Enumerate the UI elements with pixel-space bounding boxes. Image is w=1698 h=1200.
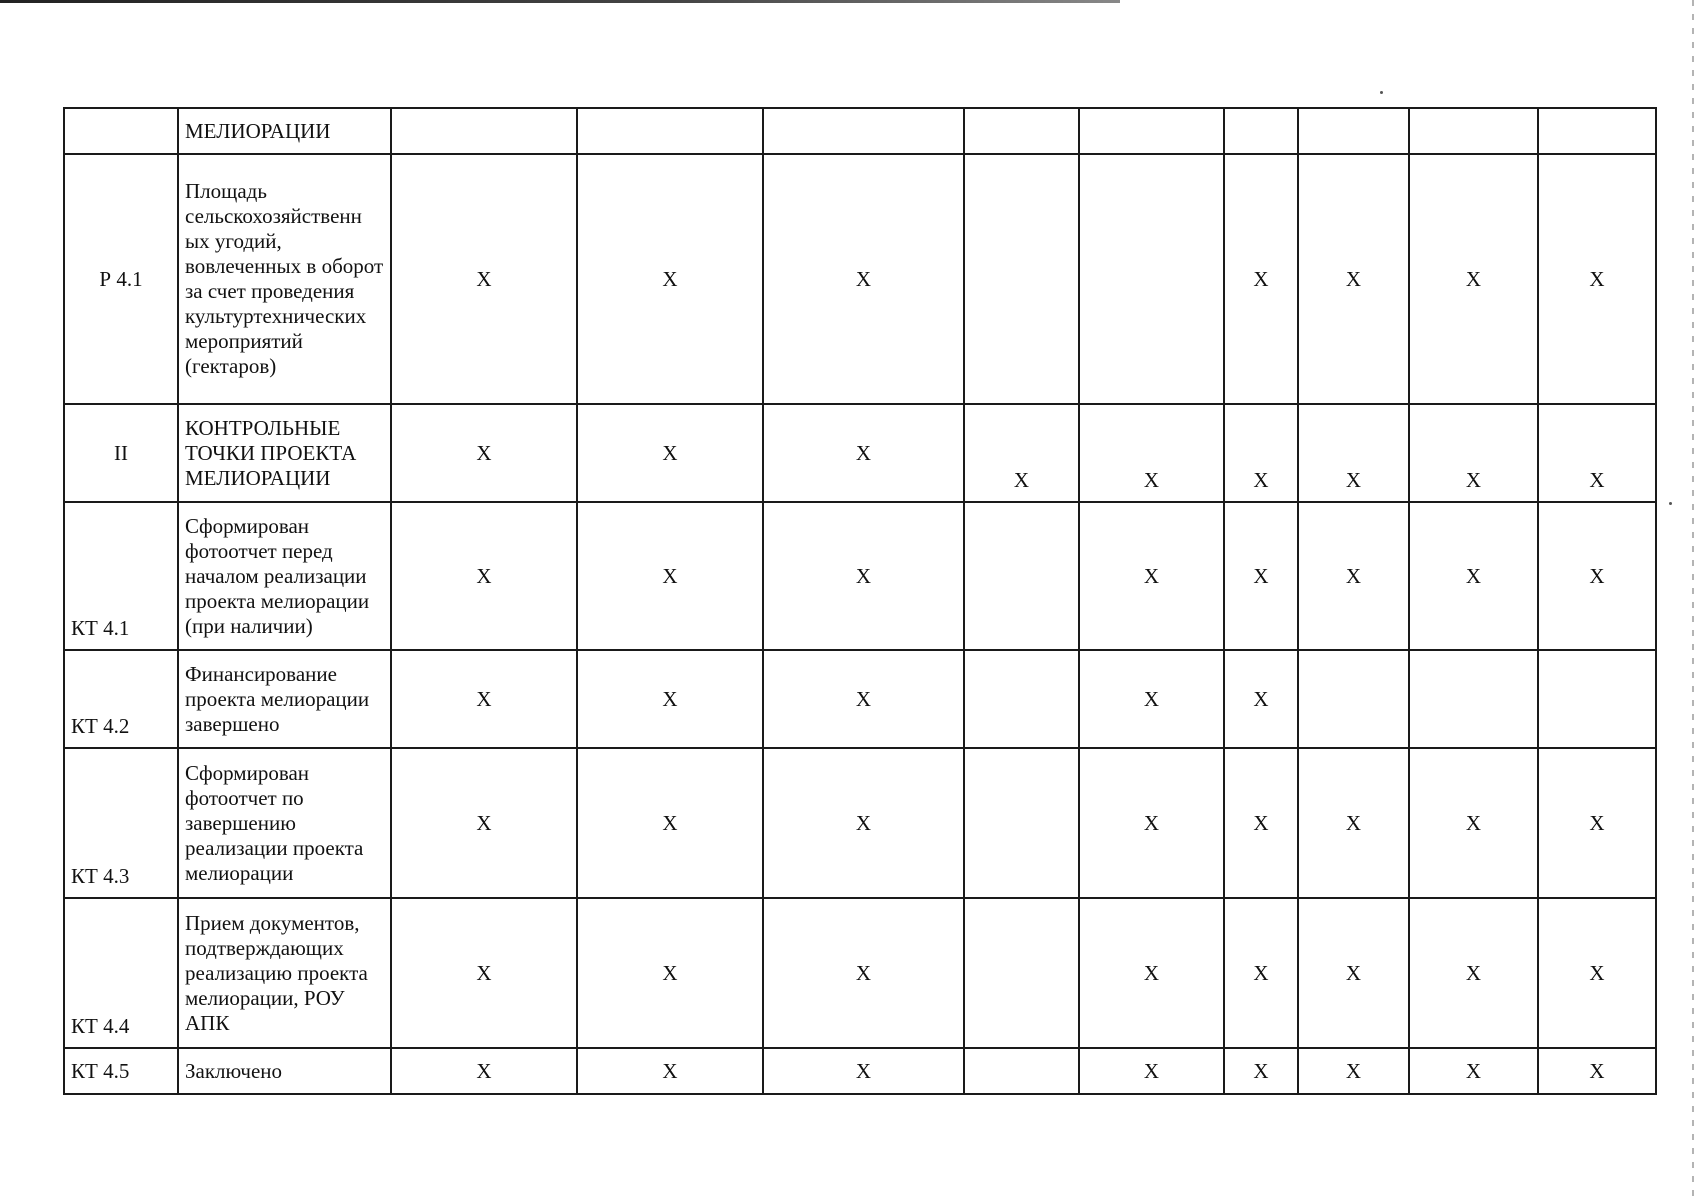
mark-cell xyxy=(577,1048,763,1094)
x-mark: X xyxy=(1465,1058,1482,1083)
mark-cell xyxy=(1409,1048,1538,1094)
table-row xyxy=(64,748,1656,898)
mark-cell xyxy=(391,154,577,404)
x-mark: X xyxy=(1253,1058,1269,1083)
mark-cell xyxy=(1409,108,1538,154)
mark-cell xyxy=(964,154,1079,404)
scan-speck xyxy=(1669,502,1672,505)
mark-cell xyxy=(763,108,964,154)
x-mark: X xyxy=(1253,563,1269,588)
mark-cell xyxy=(964,1048,1079,1094)
table-row xyxy=(64,154,1656,404)
row-name-cell: Сформирован фотоотчет перед началом реализации проекта мелиорации (при наличии) xyxy=(178,502,391,650)
x-mark: X xyxy=(1589,468,1605,492)
row-code-cell: КТ 4.5 xyxy=(64,1048,178,1094)
x-mark: X xyxy=(1589,266,1605,291)
mark-cell xyxy=(391,650,577,748)
mark-cell xyxy=(1079,502,1224,650)
mark-cell xyxy=(1409,404,1538,502)
mark-cell xyxy=(391,1048,577,1094)
mark-cell xyxy=(1298,1048,1409,1094)
mark-cell xyxy=(1538,404,1656,502)
x-mark: X xyxy=(1253,810,1269,835)
row-code-cell: II xyxy=(64,404,178,502)
x-mark: X xyxy=(662,440,678,465)
mark-cell xyxy=(763,650,964,748)
x-mark: X xyxy=(662,960,678,985)
mark-cell xyxy=(1409,502,1538,650)
mark-cell xyxy=(1538,108,1656,154)
row-name-cell: Финансирование проекта мелиорации завершено xyxy=(178,650,391,748)
x-mark: X xyxy=(1465,810,1482,835)
x-mark: X xyxy=(1253,468,1269,492)
mark-cell xyxy=(964,748,1079,898)
mark-cell xyxy=(1538,1048,1656,1094)
mark-cell xyxy=(1224,1048,1298,1094)
mark-cell xyxy=(1079,404,1224,502)
x-mark: X xyxy=(1143,563,1160,588)
mark-cell xyxy=(577,502,763,650)
row-code-cell xyxy=(64,108,178,154)
table-row xyxy=(64,404,1656,502)
mark-cell xyxy=(763,154,964,404)
mark-cell xyxy=(1079,898,1224,1048)
x-mark: X xyxy=(1465,266,1482,291)
mark-cell xyxy=(964,502,1079,650)
mark-cell xyxy=(964,650,1079,748)
mark-cell xyxy=(1224,502,1298,650)
mark-cell xyxy=(577,748,763,898)
x-mark: X xyxy=(662,810,678,835)
x-mark: X xyxy=(1013,468,1030,492)
mark-cell xyxy=(1224,154,1298,404)
row-code-cell: КТ 4.4 xyxy=(64,898,178,1048)
x-mark: X xyxy=(1465,468,1482,492)
x-mark: X xyxy=(1589,563,1605,588)
mark-cell xyxy=(1224,898,1298,1048)
mark-cell xyxy=(1298,502,1409,650)
mark-cell xyxy=(391,898,577,1048)
x-mark: X xyxy=(1253,266,1269,291)
mark-cell xyxy=(391,502,577,650)
scan-top-border xyxy=(0,0,1120,3)
x-mark: X xyxy=(1143,810,1160,835)
mark-cell xyxy=(577,650,763,748)
mark-cell xyxy=(763,748,964,898)
document-table xyxy=(63,107,1657,1095)
x-mark: X xyxy=(662,1058,678,1083)
x-mark: X xyxy=(476,563,492,588)
row-code-cell: КТ 4.3 xyxy=(64,748,178,898)
mark-cell xyxy=(763,1048,964,1094)
row-code-cell: КТ 4.1 xyxy=(64,502,178,650)
x-mark: X xyxy=(476,1058,492,1083)
x-mark: X xyxy=(476,266,492,291)
mark-cell xyxy=(1224,404,1298,502)
table-row xyxy=(64,108,1656,154)
mark-cell xyxy=(763,502,964,650)
x-mark: X xyxy=(855,686,872,711)
x-mark: X xyxy=(855,810,872,835)
mark-cell xyxy=(964,404,1079,502)
x-mark: X xyxy=(855,960,872,985)
row-name-cell: МЕЛИОРАЦИИ xyxy=(178,108,391,154)
mark-cell xyxy=(1538,650,1656,748)
x-mark: X xyxy=(1143,468,1160,492)
mark-cell xyxy=(1538,502,1656,650)
x-mark: X xyxy=(1589,1058,1605,1083)
mark-cell xyxy=(577,108,763,154)
mark-cell xyxy=(1298,154,1409,404)
x-mark: X xyxy=(476,440,492,465)
mark-cell xyxy=(1224,650,1298,748)
mark-cell xyxy=(1298,108,1409,154)
x-mark: X xyxy=(855,440,872,465)
row-code-cell: КТ 4.2 xyxy=(64,650,178,748)
mark-cell xyxy=(577,154,763,404)
x-mark: X xyxy=(1345,810,1362,835)
x-mark: X xyxy=(1253,960,1269,985)
x-mark: X xyxy=(1345,960,1362,985)
mark-cell xyxy=(391,404,577,502)
mark-cell xyxy=(1298,748,1409,898)
x-mark: X xyxy=(1143,686,1160,711)
mark-cell xyxy=(1079,748,1224,898)
scan-right-edge xyxy=(1692,0,1694,1200)
x-mark: X xyxy=(1345,468,1362,492)
mark-cell xyxy=(1409,748,1538,898)
mark-cell xyxy=(1409,650,1538,748)
x-mark: X xyxy=(662,266,678,291)
mark-cell xyxy=(1079,154,1224,404)
mark-cell xyxy=(1409,154,1538,404)
row-name-cell: КОНТРОЛЬНЫЕ ТОЧКИ ПРОЕКТА МЕЛИОРАЦИИ xyxy=(178,404,391,502)
mark-cell xyxy=(1298,898,1409,1048)
row-name-cell: Заключено xyxy=(178,1048,391,1094)
scan-speck xyxy=(1380,91,1383,94)
mark-cell xyxy=(1079,650,1224,748)
x-mark: X xyxy=(476,810,492,835)
x-mark: X xyxy=(1345,1058,1362,1083)
x-mark: X xyxy=(1143,1058,1160,1083)
x-mark: X xyxy=(1465,960,1482,985)
row-name-cell: Сформирован фотоотчет по завершению реализации проекта мелиорации xyxy=(178,748,391,898)
x-mark: X xyxy=(662,563,678,588)
mark-cell xyxy=(964,108,1079,154)
mark-cell xyxy=(763,898,964,1048)
table-row xyxy=(64,1048,1656,1094)
x-mark: X xyxy=(855,1058,872,1083)
mark-cell xyxy=(391,108,577,154)
x-mark: X xyxy=(662,686,678,711)
mark-cell xyxy=(1538,154,1656,404)
x-mark: X xyxy=(1143,960,1160,985)
x-mark: X xyxy=(1589,960,1605,985)
mark-cell xyxy=(1298,404,1409,502)
x-mark: X xyxy=(476,686,492,711)
mark-cell xyxy=(763,404,964,502)
table-row xyxy=(64,650,1656,748)
table-row xyxy=(64,898,1656,1048)
mark-cell xyxy=(1224,748,1298,898)
x-mark: X xyxy=(1465,563,1482,588)
mark-cell xyxy=(1409,898,1538,1048)
x-mark: X xyxy=(855,266,872,291)
mark-cell xyxy=(1079,1048,1224,1094)
mark-cell xyxy=(964,898,1079,1048)
table-row xyxy=(64,502,1656,650)
row-name-cell: Прием документов, подтверждающих реализацию проекта мелиорации, РОУ АПК xyxy=(178,898,391,1048)
x-mark: X xyxy=(1253,686,1269,711)
x-mark: X xyxy=(1345,563,1362,588)
x-mark: X xyxy=(855,563,872,588)
mark-cell xyxy=(1298,650,1409,748)
row-name-cell: Площадь сельскохозяйственн ых угодий, вовлеченных в оборот за счет проведения культуртехнических мероприятий (гектаров) xyxy=(178,154,391,404)
mark-cell xyxy=(1224,108,1298,154)
mark-cell xyxy=(1538,748,1656,898)
mark-cell xyxy=(1079,108,1224,154)
mark-cell xyxy=(577,404,763,502)
mark-cell xyxy=(577,898,763,1048)
mark-cell xyxy=(1538,898,1656,1048)
x-mark: X xyxy=(1589,810,1605,835)
x-mark: X xyxy=(1345,266,1362,291)
mark-cell xyxy=(391,748,577,898)
row-code-cell: Р 4.1 xyxy=(64,154,178,404)
table-body xyxy=(64,108,1656,1094)
x-mark: X xyxy=(476,960,492,985)
